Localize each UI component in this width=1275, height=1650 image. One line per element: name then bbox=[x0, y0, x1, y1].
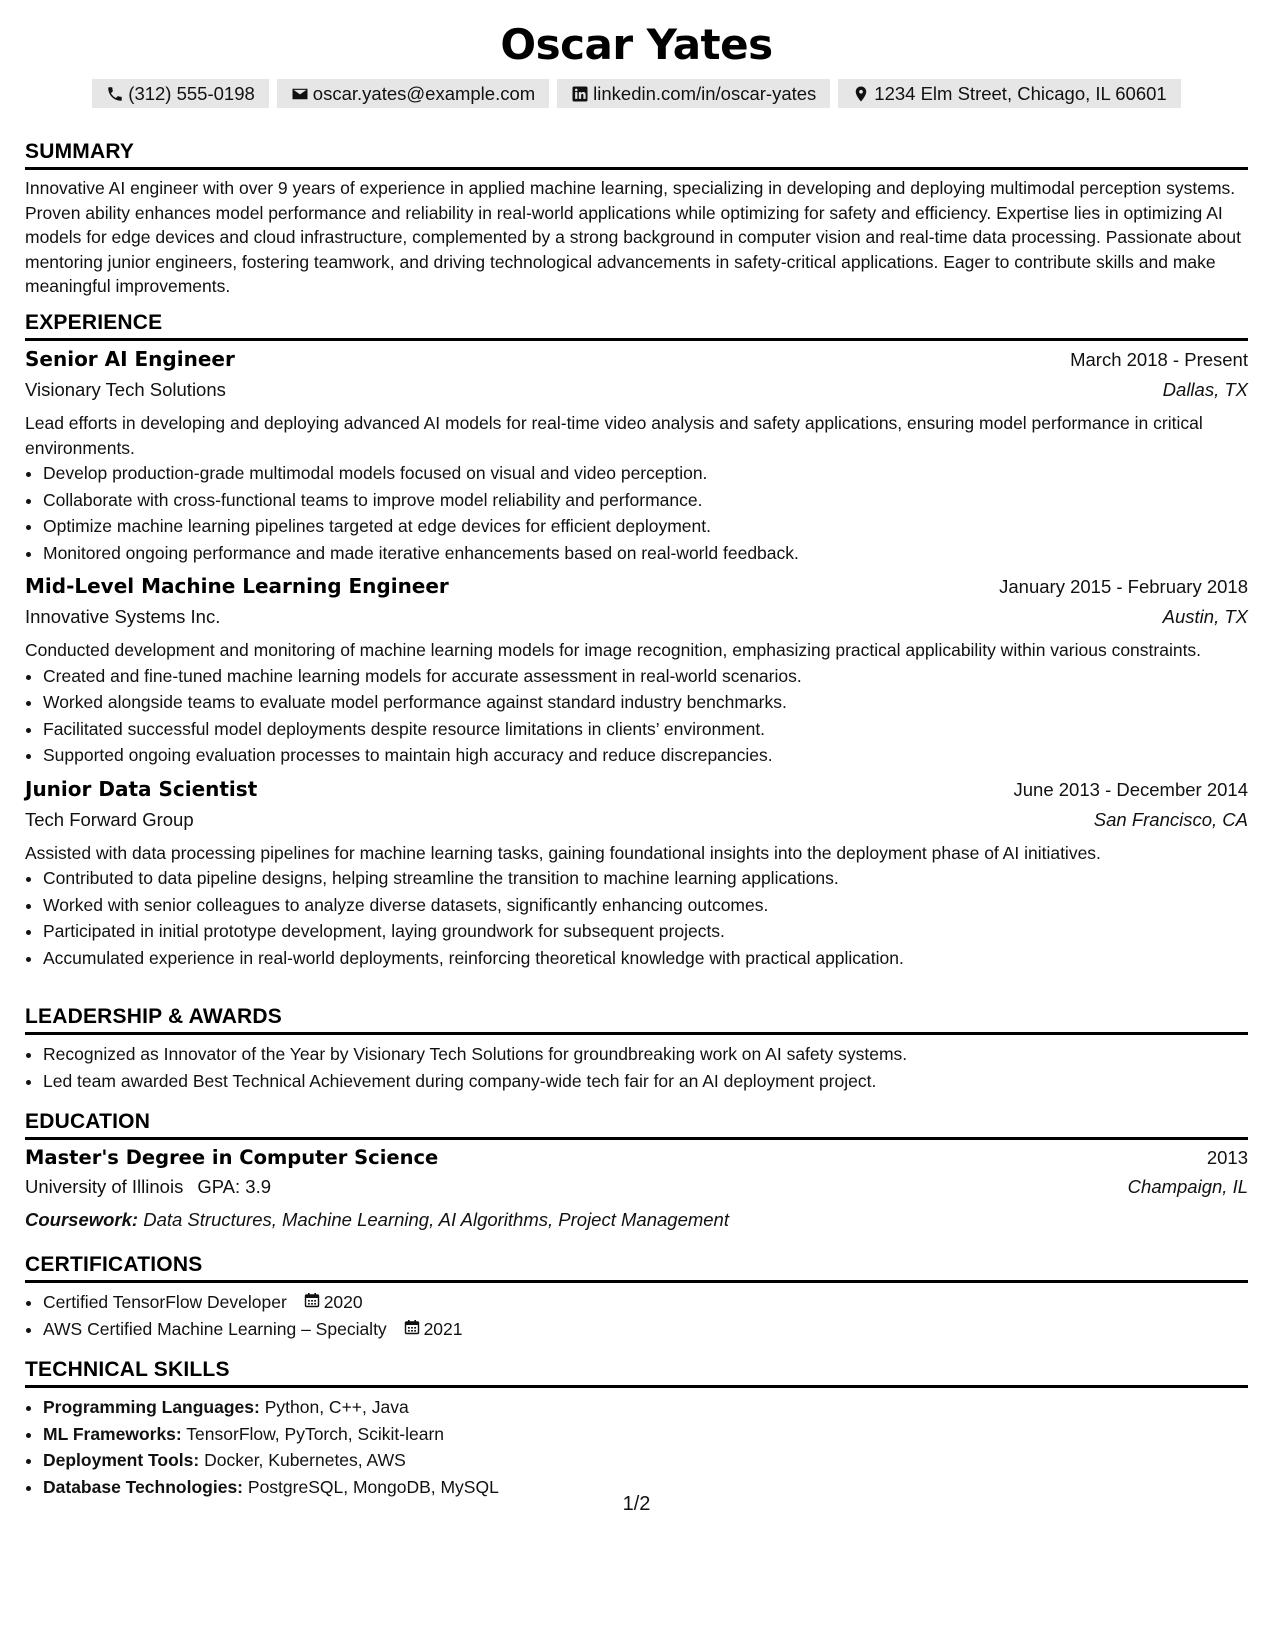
school-name: University of Illinois bbox=[25, 1176, 184, 1197]
education-section bbox=[25, 1108, 1248, 1234]
gpa-value: GPA: 3.9 bbox=[197, 1176, 272, 1197]
job-location: San Francisco, CA bbox=[1093, 808, 1248, 830]
contact-phone[interactable] bbox=[92, 79, 269, 108]
certification-name: Certified TensorFlow Developer bbox=[43, 1292, 287, 1312]
job-entry bbox=[25, 777, 1248, 972]
list-item: • Participated in initial prototype development, laying groundwork for subsequent projects. bbox=[43, 918, 1248, 945]
job-bullets bbox=[25, 865, 1248, 971]
leadership-heading: LEADERSHIP & AWARDS bbox=[25, 1003, 1248, 1035]
skill-values: TensorFlow, PyTorch, Scikit-learn bbox=[186, 1423, 445, 1444]
experience-heading: EXPERIENCE bbox=[25, 309, 1248, 341]
list-item bbox=[43, 1289, 1248, 1316]
company-name: Visionary Tech Solutions bbox=[25, 379, 226, 400]
list-item: • Led team awarded Best Technical Achievement during company-wide tech fair for an AI deployment project. bbox=[43, 1068, 1248, 1095]
job-description: Lead efforts in developing and deploying advanced AI models for real-time video analysis and safety applications, ensuring model performance in critical environments. bbox=[25, 413, 1203, 458]
skill-category: ML Frameworks: bbox=[43, 1423, 182, 1444]
list-item: • Monitored ongoing performance and made iterative enhancements based on real-world feedback. bbox=[43, 540, 1248, 567]
certification-list bbox=[25, 1289, 1248, 1342]
education-heading: EDUCATION bbox=[25, 1108, 1248, 1140]
coursework bbox=[25, 1206, 1248, 1234]
job-title: Senior AI Engineer bbox=[25, 347, 235, 371]
email-text: oscar.yates@example.com bbox=[312, 82, 536, 104]
list-item: • Facilitated successful model deployments despite resource limitations in clients’ environment. bbox=[43, 716, 1248, 743]
job-location: Austin, TX bbox=[1162, 606, 1248, 627]
address-text: 1234 Elm Street, Chicago, IL 60601 bbox=[874, 82, 1167, 104]
job-entry bbox=[25, 574, 1248, 769]
certifications-section bbox=[25, 1251, 1248, 1342]
phone-icon bbox=[106, 85, 124, 103]
job-bullets bbox=[25, 663, 1248, 769]
degree-title: Master's Degree in Computer Science bbox=[25, 1146, 439, 1169]
skills-list bbox=[25, 1394, 1248, 1500]
page-number: 1/2 bbox=[622, 1493, 651, 1515]
skill-category: Programming Languages: bbox=[43, 1397, 260, 1417]
list-item: • Created and fine-tuned machine learning models for accurate assessment in real-world scenarios. bbox=[43, 663, 1248, 690]
list-item: • Worked alongside teams to evaluate model performance against standard industry benchmarks. bbox=[43, 689, 1248, 716]
skills-heading: TECHNICAL SKILLS bbox=[25, 1356, 1248, 1388]
school-location: Champaign, IL bbox=[1127, 1176, 1248, 1197]
company-name: Tech Forward Group bbox=[25, 808, 194, 830]
summary-text: Innovative AI engineer with over 9 years of experience in applied machine learning, specializing in developing and deploying multimodal perception systems. Proven ability enhances model performance and reliability in real-world applications while optimizing for safety and efficiency. Expertise lies in optimizing AI models for edge devices and cloud infrastructure, complemented by a strong background in computer vision and real-time data processing. Passionate about mentoring junior engineers, fostering teamwork, and driving technological advancements in safety-critical applications. Eager to contribute skills and make meaningful improvements. bbox=[25, 178, 1241, 296]
contact-linkedin[interactable] bbox=[557, 79, 830, 108]
contact-address bbox=[838, 79, 1180, 108]
list-item bbox=[43, 1394, 1248, 1421]
list-item: • Worked with senior colleagues to analyze diverse datasets, significantly enhancing outcomes. bbox=[43, 892, 1248, 919]
contact-bar bbox=[25, 79, 1248, 108]
job-description: Assisted with data processing pipelines for machine learning tasks, gaining foundational insights into the deployment phase of AI initiatives. bbox=[25, 842, 1101, 863]
certification-year: 2020 bbox=[323, 1292, 363, 1312]
list-item: • Supported ongoing evaluation processes to maintain high accuracy and reduce discrepancies. bbox=[43, 742, 1248, 769]
list-item bbox=[43, 1316, 1248, 1343]
summary-heading: SUMMARY bbox=[25, 138, 1248, 170]
resume-page bbox=[25, 0, 1248, 1650]
skill-values: Python, C++, Java bbox=[264, 1397, 409, 1417]
certification-name: AWS Certified Machine Learning – Specialty bbox=[43, 1318, 387, 1339]
job-bullets bbox=[25, 460, 1248, 566]
list-item: • Recognized as Innovator of the Year by Visionary Tech Solutions for groundbreaking work on AI safety systems. bbox=[43, 1041, 1248, 1068]
job-location: Dallas, TX bbox=[1162, 379, 1248, 400]
list-item: • Accumulated experience in real-world deployments, reinforcing theoretical knowledge with practical application. bbox=[43, 945, 1248, 972]
experience-section bbox=[25, 309, 1248, 971]
list-item: • Optimize machine learning pipelines targeted at edge devices for efficient deployment. bbox=[43, 513, 1248, 540]
skills-section bbox=[25, 1356, 1248, 1500]
skill-category: Deployment Tools: bbox=[43, 1450, 200, 1470]
job-dates: January 2015 - February 2018 bbox=[999, 576, 1248, 597]
list-item: • Contributed to data pipeline designs, helping streamline the transition to machine learning applications. bbox=[43, 865, 1248, 892]
job-description: Conducted development and monitoring of machine learning models for image recognition, emphasizing practical applicability within various constraints. bbox=[25, 640, 1202, 660]
calendar-icon bbox=[304, 1289, 320, 1316]
award-list bbox=[25, 1041, 1248, 1094]
graduation-year: 2013 bbox=[1206, 1147, 1248, 1168]
job-dates: June 2013 - December 2014 bbox=[1013, 778, 1248, 800]
envelope-icon bbox=[291, 85, 309, 103]
job-dates: March 2018 - Present bbox=[1070, 349, 1248, 370]
list-item: • Develop production-grade multimodal models focused on visual and video perception. bbox=[43, 460, 1248, 487]
list-item bbox=[43, 1447, 1248, 1474]
linkedin-icon bbox=[571, 85, 589, 103]
list-item: • Collaborate with cross-functional teams to improve model reliability and performance. bbox=[43, 487, 1248, 514]
certifications-heading: CERTIFICATIONS bbox=[25, 1251, 1248, 1283]
skill-category: Database Technologies: bbox=[43, 1476, 244, 1497]
phone-text: (312) 555-0198 bbox=[128, 82, 255, 104]
coursework-label: Coursework: bbox=[25, 1209, 139, 1230]
summary-section bbox=[25, 138, 1248, 299]
skill-values: Docker, Kubernetes, AWS bbox=[204, 1450, 406, 1470]
certification-year: 2021 bbox=[423, 1318, 463, 1339]
linkedin-text: linkedin.com/in/oscar-yates bbox=[593, 82, 817, 104]
skill-values: PostgreSQL, MongoDB, MySQL bbox=[247, 1476, 499, 1497]
job-entry bbox=[25, 347, 1248, 566]
job-title: Mid-Level Machine Learning Engineer bbox=[25, 574, 449, 598]
candidate-name: Oscar Yates bbox=[500, 20, 773, 69]
list-item bbox=[43, 1421, 1248, 1448]
job-title: Junior Data Scientist bbox=[25, 776, 258, 801]
map-pin-icon bbox=[852, 85, 870, 103]
company-name: Innovative Systems Inc. bbox=[25, 606, 221, 627]
leadership-section bbox=[25, 1003, 1248, 1094]
calendar-icon bbox=[404, 1316, 420, 1343]
coursework-list: Data Structures, Machine Learning, AI Algorithms, Project Management bbox=[143, 1209, 729, 1230]
contact-email[interactable] bbox=[277, 79, 549, 108]
